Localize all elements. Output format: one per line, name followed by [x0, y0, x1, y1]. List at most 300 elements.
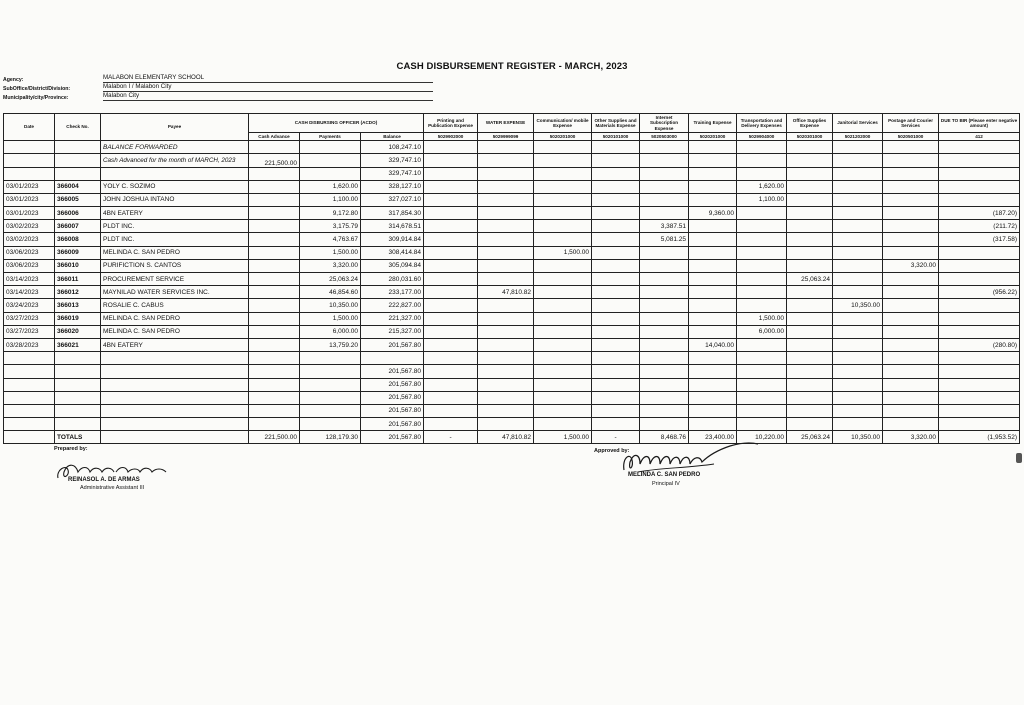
account-amount-cell [787, 338, 833, 351]
balance-cell: 280,031.60 [361, 273, 424, 286]
check-no-cell: 366010 [55, 259, 101, 272]
account-amount-cell [833, 180, 883, 193]
account-amount-cell [424, 273, 478, 286]
account-amount-cell: (187.20) [939, 207, 1020, 220]
table-cell [55, 418, 101, 431]
table-cell [4, 391, 55, 404]
header-account: Janitorial Services [833, 114, 883, 133]
balance-forwarded-row [4, 141, 1020, 154]
account-amount-cell [737, 233, 787, 246]
account-amount-cell: (211.72) [939, 220, 1020, 233]
date-cell: 03/02/2023 [4, 220, 55, 233]
prepared-by-title: Administrative Assistant III [80, 485, 145, 491]
account-amount-cell: 14,040.00 [689, 338, 737, 351]
balance-cell: 201,567.80 [361, 404, 424, 417]
account-amount-cell [640, 273, 689, 286]
payment-cell: 9,172.80 [300, 207, 361, 220]
account-amount-cell [478, 299, 534, 312]
payee-cell: PROCUREMENT SERVICE [101, 273, 249, 286]
cash-advance-cell [249, 338, 300, 351]
account-amount-cell [737, 286, 787, 299]
table-cell [787, 365, 833, 378]
account-amount-cell [534, 207, 592, 220]
payee-cell: 4BN EATERY [101, 207, 249, 220]
check-no-cell: 366008 [55, 233, 101, 246]
table-row [4, 273, 1020, 286]
balance-cell: 201,567.80 [361, 338, 424, 351]
account-amount-cell [787, 207, 833, 220]
account-amount-cell [640, 193, 689, 206]
payment-cell: 6,000.00 [300, 325, 361, 338]
cash-advance-cell [249, 180, 300, 193]
header-row-1 [4, 114, 1020, 133]
table-cell [833, 365, 883, 378]
table-cell [640, 418, 689, 431]
table-cell [592, 378, 640, 391]
account-amount-cell [640, 338, 689, 351]
table-row [4, 233, 1020, 246]
account-amount-cell [592, 312, 640, 325]
date-cell: 03/02/2023 [4, 233, 55, 246]
table-cell [101, 352, 249, 365]
account-amount-cell [640, 312, 689, 325]
table-cell [478, 378, 534, 391]
empty-row [4, 352, 1020, 365]
header-date: Date [4, 114, 55, 141]
table-cell [534, 418, 592, 431]
table-cell [939, 391, 1020, 404]
account-amount-cell: 3,387.51 [640, 220, 689, 233]
table-cell [478, 404, 534, 417]
account-amount-cell [787, 259, 833, 272]
account-amount-cell [737, 273, 787, 286]
date-cell: 03/14/2023 [4, 286, 55, 299]
balance-cell: 327,027.10 [361, 193, 424, 206]
account-amount-cell [787, 246, 833, 259]
balance-cell: 233,177.00 [361, 286, 424, 299]
balance-cell: 329,747.10 [361, 154, 424, 167]
table-cell [55, 378, 101, 391]
payment-cell: 1,100.00 [300, 193, 361, 206]
table-row [4, 259, 1020, 272]
account-amount-cell [833, 273, 883, 286]
table-cell [787, 404, 833, 417]
date-cell: 03/01/2023 [4, 207, 55, 220]
table-row [4, 338, 1020, 351]
table-cell [833, 391, 883, 404]
table-cell [300, 418, 361, 431]
account-amount-cell: (317.58) [939, 233, 1020, 246]
account-amount-cell [592, 259, 640, 272]
account-amount-cell: 47,810.82 [478, 286, 534, 299]
header-account: Postage and Courier Services [883, 114, 939, 133]
payee-cell: PLDT INC. [101, 220, 249, 233]
account-amount-cell [833, 338, 883, 351]
municipality-value: Malabon City [103, 92, 433, 101]
table-cell [640, 404, 689, 417]
account-code: 5020503000 [640, 132, 689, 140]
account-code: 5029904000 [737, 132, 787, 140]
balance-cell: 201,567.80 [361, 418, 424, 431]
total-balance: 201,567.80 [361, 431, 424, 444]
header-account: DUE TO BIR (Please enter negative amount) [939, 114, 1020, 133]
account-amount-cell [534, 259, 592, 272]
account-amount-cell: (280.80) [939, 338, 1020, 351]
account-amount-cell [478, 220, 534, 233]
table-cell [55, 404, 101, 417]
payment-cell: 46,854.60 [300, 286, 361, 299]
total-account-cell: 1,500.00 [534, 431, 592, 444]
payment-cell: 25,063.24 [300, 273, 361, 286]
payment-cell: 3,320.00 [300, 259, 361, 272]
account-amount-cell [640, 286, 689, 299]
header-account: Communication/ mobile Expense [534, 114, 592, 133]
account-amount-cell [689, 180, 737, 193]
account-amount-cell [737, 220, 787, 233]
table-cell [101, 365, 249, 378]
balance-cell: 221,327.00 [361, 312, 424, 325]
check-no-cell: 366021 [55, 338, 101, 351]
table-row [4, 207, 1020, 220]
account-amount-cell [883, 193, 939, 206]
payment-cell: 10,350.00 [300, 299, 361, 312]
table-cell [249, 391, 300, 404]
account-amount-cell [787, 220, 833, 233]
balance-cell: 314,678.51 [361, 220, 424, 233]
cash-advance-cell [249, 312, 300, 325]
date-cell: 03/01/2023 [4, 193, 55, 206]
check-no-cell: 366011 [55, 273, 101, 286]
account-amount-cell [592, 286, 640, 299]
account-amount-cell [424, 193, 478, 206]
account-amount-cell [689, 273, 737, 286]
cash-advance-cell [249, 246, 300, 259]
account-amount-cell [478, 273, 534, 286]
empty-row [4, 404, 1020, 417]
account-amount-cell [424, 220, 478, 233]
account-amount-cell: 1,620.00 [737, 180, 787, 193]
date-cell: 03/06/2023 [4, 246, 55, 259]
register-table [3, 113, 1020, 444]
table-cell [424, 391, 478, 404]
table-cell [689, 391, 737, 404]
account-amount-cell [883, 338, 939, 351]
account-amount-cell [592, 220, 640, 233]
table-cell [939, 378, 1020, 391]
balance-cell [361, 352, 424, 365]
payee-cell: PURIFICTION S. CANTOS [101, 259, 249, 272]
account-amount-cell [787, 312, 833, 325]
account-amount-cell: 25,063.24 [787, 273, 833, 286]
total-account-cell: 25,063.24 [787, 431, 833, 444]
account-code: 5020501000 [883, 132, 939, 140]
suboffice-label: SubOffice/District/Division: [3, 86, 71, 92]
table-cell [424, 404, 478, 417]
account-amount-cell [424, 246, 478, 259]
table-cell [534, 378, 592, 391]
account-amount-cell [883, 246, 939, 259]
table-cell [300, 391, 361, 404]
table-row [4, 220, 1020, 233]
document-title: CASH DISBURSEMENT REGISTER - MARCH, 2023 [396, 61, 628, 72]
table-cell [101, 378, 249, 391]
prepared-by-label: Prepared by: [54, 446, 88, 452]
account-amount-cell [737, 259, 787, 272]
table-cell [833, 378, 883, 391]
total-account-cell: 8,468.76 [640, 431, 689, 444]
balance-cell: 329,747.10 [361, 167, 424, 180]
account-amount-cell [833, 312, 883, 325]
approved-by-name: MELINDA C. SAN PEDRO [628, 472, 701, 478]
account-amount-cell [737, 338, 787, 351]
account-amount-cell [787, 233, 833, 246]
table-cell [939, 365, 1020, 378]
account-amount-cell [424, 325, 478, 338]
table-cell [689, 352, 737, 365]
payee-cell: MELINDA C. SAN PEDRO [101, 312, 249, 325]
table-cell [4, 378, 55, 391]
totals-row [4, 431, 1020, 444]
payee-cell: MELINDA C. SAN PEDRO [101, 246, 249, 259]
table-cell [640, 378, 689, 391]
account-amount-cell [478, 338, 534, 351]
payee-cell: PLDT INC. [101, 233, 249, 246]
account-code: 412 [939, 132, 1020, 140]
account-amount-cell [592, 233, 640, 246]
account-amount-cell [592, 193, 640, 206]
table-cell [249, 352, 300, 365]
table-cell [592, 352, 640, 365]
table-cell [534, 365, 592, 378]
table-cell [787, 378, 833, 391]
account-amount-cell [534, 312, 592, 325]
table-cell [592, 404, 640, 417]
payee-cell: JOHN JOSHUA INTANO [101, 193, 249, 206]
table-cell [478, 352, 534, 365]
table-cell [101, 431, 249, 444]
account-amount-cell [939, 180, 1020, 193]
account-amount-cell [592, 299, 640, 312]
table-row [4, 299, 1020, 312]
header-check-no: Check No. [55, 114, 101, 141]
account-amount-cell [534, 180, 592, 193]
cash-advanced-label: Cash Advanced for the month of MARCH, 2023 [101, 154, 249, 167]
table-cell [249, 378, 300, 391]
balance-cell: 215,327.00 [361, 325, 424, 338]
payment-cell: 3,175.79 [300, 220, 361, 233]
account-amount-cell [478, 233, 534, 246]
table-cell [55, 352, 101, 365]
account-amount-cell [478, 325, 534, 338]
table-cell [478, 391, 534, 404]
header-account: WATER EXPENSE [478, 114, 534, 133]
total-cash-advance: 221,500.00 [249, 431, 300, 444]
table-row [4, 312, 1020, 325]
account-code: 5020301000 [787, 132, 833, 140]
balance-cell: 328,127.10 [361, 180, 424, 193]
account-amount-cell [534, 338, 592, 351]
table-cell [55, 391, 101, 404]
table-cell [833, 352, 883, 365]
cash-advance-cell: 221,500.00 [249, 154, 300, 167]
cash-advance-cell [249, 207, 300, 220]
account-code: 5020101000 [592, 132, 640, 140]
account-amount-cell [787, 193, 833, 206]
header-cdo-group: CASH DISBURSING OFFICER (ACDO) [249, 114, 424, 133]
account-amount-cell: 1,500.00 [534, 246, 592, 259]
table-cell [534, 352, 592, 365]
account-amount-cell [883, 286, 939, 299]
account-amount-cell [424, 286, 478, 299]
account-amount-cell [833, 325, 883, 338]
account-amount-cell [939, 246, 1020, 259]
table-cell [424, 378, 478, 391]
balance-cell: 201,567.80 [361, 365, 424, 378]
total-account-cell: 47,810.82 [478, 431, 534, 444]
table-cell [737, 404, 787, 417]
balance-forwarded-label: BALANCE FORWARDED [101, 141, 249, 154]
account-amount-cell [787, 286, 833, 299]
account-code: 5029999099 [478, 132, 534, 140]
account-amount-cell [592, 325, 640, 338]
scan-mark [1016, 453, 1022, 463]
check-no-cell: 366005 [55, 193, 101, 206]
account-amount-cell [883, 233, 939, 246]
account-amount-cell [534, 299, 592, 312]
table-cell [689, 378, 737, 391]
cash-advance-cell [249, 233, 300, 246]
table-cell [833, 418, 883, 431]
balance-cell: 201,567.80 [361, 378, 424, 391]
table-cell [939, 404, 1020, 417]
table-row [4, 325, 1020, 338]
balance-cell: 201,567.80 [361, 391, 424, 404]
account-amount-cell [640, 259, 689, 272]
total-account-cell: (1,953.52) [939, 431, 1020, 444]
empty-row [4, 391, 1020, 404]
account-amount-cell [833, 286, 883, 299]
table-cell [101, 418, 249, 431]
header-account: Internet Subscription Expense [640, 114, 689, 133]
account-amount-cell [424, 207, 478, 220]
account-amount-cell [424, 233, 478, 246]
account-amount-cell [640, 207, 689, 220]
total-account-cell: 23,400.00 [689, 431, 737, 444]
payee-cell: MAYNILAD WATER SERVICES INC. [101, 286, 249, 299]
cash-advance-cell [249, 325, 300, 338]
account-amount-cell [883, 325, 939, 338]
cash-advanced-row [4, 154, 1020, 167]
table-cell [787, 418, 833, 431]
table-row [4, 180, 1020, 193]
table-cell [883, 404, 939, 417]
table-cell [883, 365, 939, 378]
account-amount-cell: 5,081.25 [640, 233, 689, 246]
check-no-cell: 366020 [55, 325, 101, 338]
table-row [4, 246, 1020, 259]
account-amount-cell [833, 207, 883, 220]
table-cell [737, 391, 787, 404]
balance-cell: 308,414.84 [361, 246, 424, 259]
date-cell: 03/27/2023 [4, 312, 55, 325]
table-cell [249, 404, 300, 417]
table-cell [939, 352, 1020, 365]
table-cell [101, 404, 249, 417]
header-cash-advance: Cash Advance [249, 132, 300, 140]
total-account-cell: 10,220.00 [737, 431, 787, 444]
date-cell: 03/01/2023 [4, 180, 55, 193]
account-amount-cell [592, 246, 640, 259]
table-row [4, 193, 1020, 206]
account-amount-cell [737, 207, 787, 220]
check-no-cell: 366006 [55, 207, 101, 220]
account-amount-cell [939, 299, 1020, 312]
account-amount-cell [592, 273, 640, 286]
prepared-by-name: REINASOL A. DE ARMAS [68, 477, 140, 483]
account-amount-cell [883, 312, 939, 325]
account-amount-cell [534, 220, 592, 233]
account-amount-cell [478, 259, 534, 272]
account-amount-cell: 9,360.00 [689, 207, 737, 220]
account-amount-cell [833, 259, 883, 272]
payment-cell: 1,500.00 [300, 312, 361, 325]
account-code: 5020201000 [534, 132, 592, 140]
account-amount-cell [787, 180, 833, 193]
account-amount-cell [534, 286, 592, 299]
table-cell [640, 352, 689, 365]
table-cell [478, 365, 534, 378]
blank-balance-row [4, 167, 1020, 180]
payment-cell: 13,759.20 [300, 338, 361, 351]
table-cell [4, 365, 55, 378]
table-cell [55, 365, 101, 378]
cash-advance-cell [249, 193, 300, 206]
account-amount-cell [424, 338, 478, 351]
account-amount-cell [534, 325, 592, 338]
account-amount-cell [592, 180, 640, 193]
empty-row [4, 378, 1020, 391]
account-amount-cell [689, 193, 737, 206]
check-no-cell: 366013 [55, 299, 101, 312]
header-payee: Payee [101, 114, 249, 141]
balance-cell: 222,827.00 [361, 299, 424, 312]
account-amount-cell [787, 325, 833, 338]
account-amount-cell [939, 273, 1020, 286]
table-cell [787, 352, 833, 365]
header-balance: Balance [361, 132, 424, 140]
account-amount-cell: 6,000.00 [737, 325, 787, 338]
account-amount-cell [478, 246, 534, 259]
table-cell [4, 431, 55, 444]
payment-cell: 4,763.67 [300, 233, 361, 246]
account-amount-cell [737, 246, 787, 259]
cash-advance-cell [249, 273, 300, 286]
account-amount-cell: 1,100.00 [737, 193, 787, 206]
table-row [4, 286, 1020, 299]
cash-advance-cell [249, 286, 300, 299]
account-amount-cell [883, 207, 939, 220]
table-cell [833, 404, 883, 417]
header-account: Office Supplies Expense [787, 114, 833, 133]
account-amount-cell: (956.22) [939, 286, 1020, 299]
check-no-cell: 366007 [55, 220, 101, 233]
account-amount-cell [478, 312, 534, 325]
municipality-label: Municipality/city/Province: [3, 95, 69, 101]
table-cell [689, 365, 737, 378]
date-cell: 03/28/2023 [4, 338, 55, 351]
table-cell [4, 404, 55, 417]
account-amount-cell [534, 273, 592, 286]
